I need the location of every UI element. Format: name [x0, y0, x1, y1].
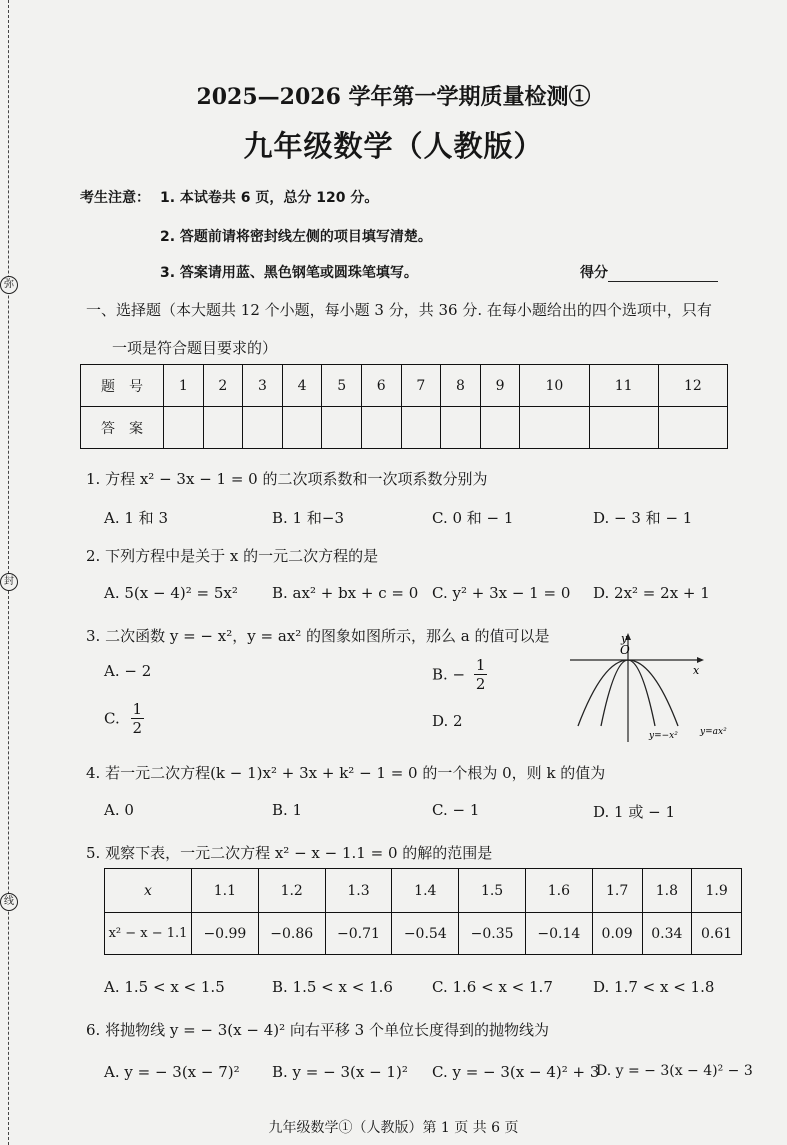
seal-char-mi: 弥	[0, 276, 18, 294]
fraction-denominator: 2	[475, 675, 486, 693]
answer-table-number: 7	[401, 365, 441, 407]
answer-cell[interactable]	[401, 407, 441, 449]
q3-option-b-fraction	[474, 656, 488, 693]
q5-option-c: C. 1.6 < x < 1.7	[432, 978, 553, 996]
q5-row-label: x	[105, 869, 192, 913]
note-3: 3. 答案请用蓝、黑色钢笔或圆珠笔填写。	[160, 265, 418, 281]
q5-y-value: 0.34	[642, 913, 692, 955]
q5-x-value: 1.9	[692, 869, 742, 913]
answer-table-number-row	[81, 365, 728, 407]
answer-table-number: 11	[589, 365, 658, 407]
q5-x-value: 1.6	[525, 869, 592, 913]
q4-option-a: A. 0	[104, 801, 134, 819]
q2-stem: 2. 下列方程中是关于 x 的一元二次方程的是	[86, 547, 379, 565]
answer-cell[interactable]	[282, 407, 322, 449]
answer-table-row-label: 题 号	[81, 365, 164, 407]
answer-cell[interactable]	[520, 407, 589, 449]
q5-y-value: −0.35	[459, 913, 526, 955]
q3-option-c-fraction	[131, 700, 145, 737]
answer-table-answer-row	[81, 407, 728, 449]
q5-option-d: D. 1.7 < x < 1.8	[593, 978, 715, 996]
q5-x-value: 1.1	[192, 869, 259, 913]
x-axis-label: x	[693, 664, 700, 677]
q4-option-b: B. 1	[272, 801, 303, 819]
q5-stem: 5. 观察下表，一元二次方程 x² − x − 1.1 = 0 的解的范围是	[86, 844, 493, 862]
x-axis-arrow	[697, 657, 704, 663]
seal-char-xian: 线	[0, 893, 18, 911]
q2-option-c: C. y² + 3x − 1 = 0	[432, 584, 571, 602]
answer-table-number: 10	[520, 365, 589, 407]
q2-option-b: B. ax² + bx + c = 0	[272, 584, 419, 602]
answer-table-number: 4	[282, 365, 322, 407]
section1-heading-2: 一项是符合题目要求的）	[112, 339, 278, 357]
q5-option-b: B. 1.5 < x < 1.6	[272, 978, 393, 996]
answer-cell[interactable]	[658, 407, 727, 449]
fraction-numerator: 1	[132, 700, 143, 718]
q3-option-c	[104, 700, 144, 737]
answer-cell[interactable]	[164, 407, 204, 449]
q1-option-d: D. − 3 和 − 1	[593, 509, 693, 527]
answer-table-number: 12	[658, 365, 727, 407]
q1-stem: 1. 方程 x² − 3x − 1 = 0 的二次项系数和一次项系数分别为	[86, 470, 488, 488]
q5-option-a: A. 1.5 < x < 1.5	[104, 978, 225, 996]
answer-table-number: 1	[164, 365, 204, 407]
q6-option-a: A. y = − 3(x − 7)²	[104, 1063, 240, 1081]
answer-table-number: 9	[480, 365, 520, 407]
q5-x-value: 1.8	[642, 869, 692, 913]
q5-x-row	[105, 869, 742, 913]
fraction-denominator: 2	[132, 719, 143, 737]
curve1-label: y=−x²	[649, 731, 678, 741]
answer-table-row-label: 答 案	[81, 407, 164, 449]
score-area	[580, 262, 718, 282]
q5-x-value: 1.3	[325, 869, 392, 913]
q4-option-d: D. 1 或 − 1	[593, 803, 675, 821]
fraction-numerator: 1	[475, 656, 486, 674]
q6-stem: 6. 将抛物线 y = − 3(x − 4)² 向右平移 3 个单位长度得到的抛物线为	[86, 1021, 549, 1039]
origin-label: O	[620, 643, 630, 657]
q5-y-value: −0.54	[392, 913, 459, 955]
q5-x-value: 1.7	[592, 869, 642, 913]
section1-heading-1: 一、选择题（本大题共 12 个小题，每小题 3 分，共 36 分. 在每小题给出的四个选项中，只有	[86, 301, 712, 319]
curve2-label: y=ax²	[700, 727, 727, 737]
q5-y-value: 0.61	[692, 913, 742, 955]
q1-option-c: C. 0 和 − 1	[432, 509, 514, 527]
q2-option-d: D. 2x² = 2x + 1	[593, 584, 710, 602]
q6-option-c: C. y = − 3(x − 4)² + 3	[432, 1063, 600, 1081]
q5-y-row	[105, 913, 742, 955]
q4-stem: 4. 若一元二次方程(k − 1)x² + 3x + k² − 1 = 0 的一个根为 0，则 k 的值为	[86, 764, 606, 782]
answer-table-number: 2	[203, 365, 243, 407]
score-label: 得分	[580, 265, 608, 281]
answer-table-number: 3	[243, 365, 283, 407]
answer-cell[interactable]	[243, 407, 283, 449]
q5-y-value: 0.09	[592, 913, 642, 955]
q5-y-value: −0.14	[525, 913, 592, 955]
q3-stem: 3. 二次函数 y = − x²，y = ax² 的图象如图所示，那么 a 的值可以是	[86, 627, 550, 645]
q6-option-d: D. y = − 3(x − 4)² − 3	[596, 1063, 753, 1079]
answer-cell[interactable]	[322, 407, 362, 449]
answer-table	[80, 364, 728, 449]
q2-option-a: A. 5(x − 4)² = 5x²	[104, 584, 238, 602]
q3-option-b	[432, 656, 487, 693]
note-1: 1. 本试卷共 6 页，总分 120 分。	[160, 190, 379, 206]
answer-table-number: 6	[361, 365, 401, 407]
q5-value-table	[104, 868, 742, 955]
q5-x-value: 1.2	[258, 869, 325, 913]
y-axis-label: y	[621, 632, 628, 645]
q6-option-b: B. y = − 3(x − 1)²	[272, 1063, 408, 1081]
answer-cell[interactable]	[361, 407, 401, 449]
answer-table-number: 8	[441, 365, 481, 407]
answer-cell[interactable]	[480, 407, 520, 449]
q1-option-a: A. 1 和 3	[104, 509, 168, 527]
answer-cell[interactable]	[203, 407, 243, 449]
notes-label: 考生注意：	[80, 190, 150, 206]
q5-x-value: 1.5	[459, 869, 526, 913]
answer-cell[interactable]	[589, 407, 658, 449]
q4-option-c: C. − 1	[432, 801, 480, 819]
answer-cell[interactable]	[441, 407, 481, 449]
note-2: 2. 答题前请将密封线左侧的项目填写清楚。	[160, 229, 432, 245]
answer-table-number: 5	[322, 365, 362, 407]
q5-x-value: 1.4	[392, 869, 459, 913]
q5-y-value: −0.71	[325, 913, 392, 955]
q5-y-value: −0.99	[192, 913, 259, 955]
q1-option-b: B. 1 和−3	[272, 509, 344, 527]
q3-option-a: A. − 2	[104, 662, 152, 680]
exam-subtitle: 九年级数学（人教版）	[243, 129, 544, 163]
q5-y-value: −0.86	[258, 913, 325, 955]
seal-char-feng: 封	[0, 573, 18, 591]
q3-option-d: D. 2	[432, 712, 463, 730]
q3-option-c-label: C.	[104, 709, 120, 728]
q5-row-label: x² − x − 1.1	[105, 913, 192, 955]
page-footer: 九年级数学①（人教版）第 1 页 共 6 页	[268, 1120, 519, 1136]
q3-parabola-graph	[565, 630, 745, 745]
score-blank[interactable]	[608, 265, 718, 282]
q3-option-b-label: B. −	[432, 665, 466, 684]
exam-title: 2025—2026 学年第一学期质量检测①	[196, 84, 591, 110]
